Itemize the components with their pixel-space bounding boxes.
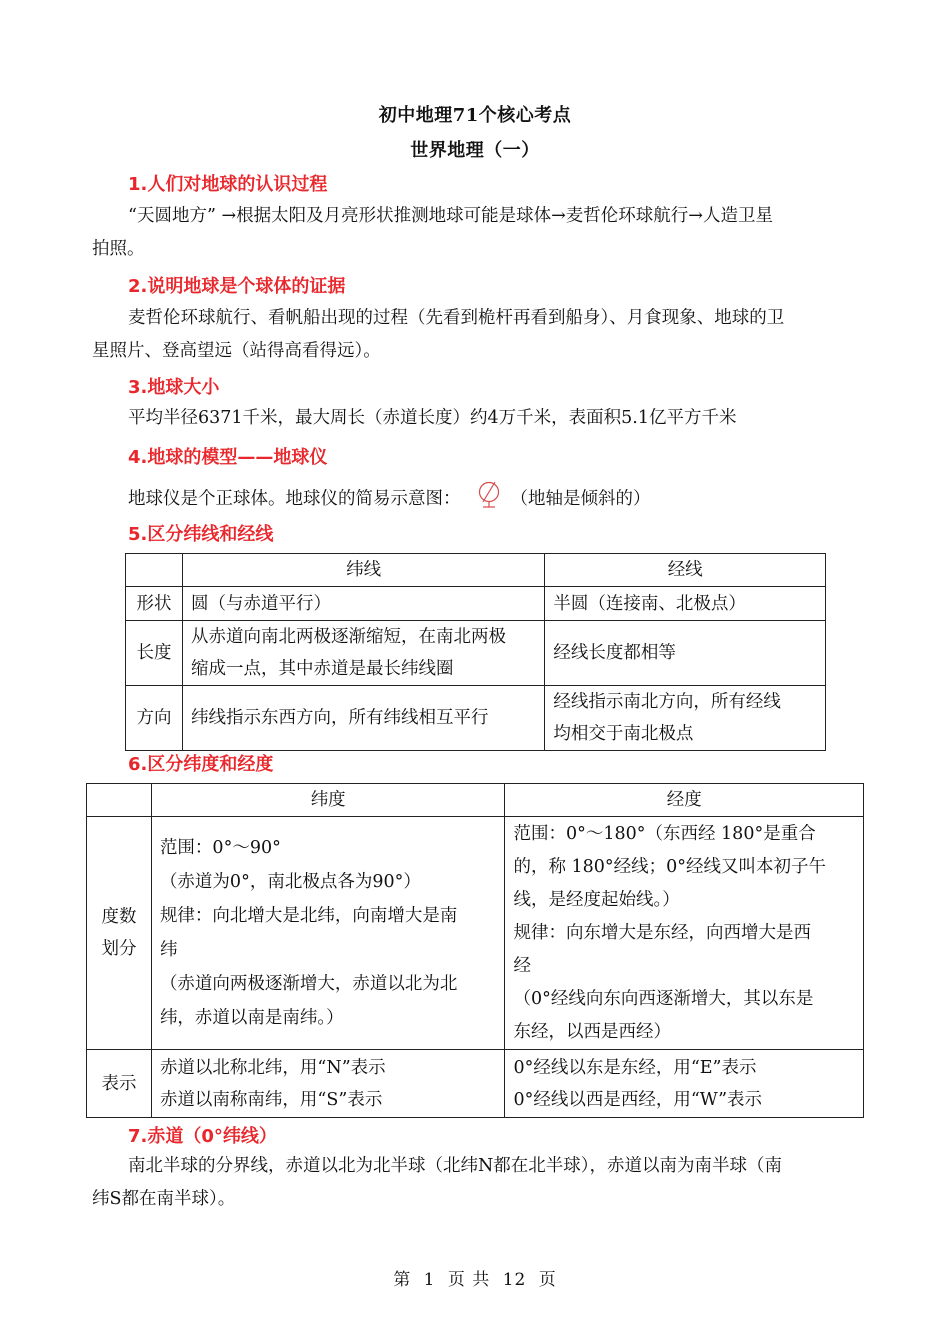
row-label	[87, 817, 152, 1050]
footer-prefix: 第	[393, 1270, 412, 1290]
section-4-paragraph	[92, 480, 864, 522]
table-cell	[505, 817, 864, 1050]
document-subtitle: 世界地理（一）	[410, 140, 540, 161]
table-header-cell: 纬线	[182, 554, 544, 587]
table-cell	[545, 587, 826, 621]
row-label	[87, 1050, 152, 1118]
latitude-longitude-degrees-table	[86, 783, 864, 1118]
table-header-cell	[126, 554, 183, 587]
cell-line: 规律：向北增大是北纬，向南增大是南	[159, 906, 458, 926]
table-header-cell: 经线	[545, 554, 826, 587]
cell-line: （0°经线向东向西逐渐增大，其以东是	[513, 988, 814, 1009]
document-title: 初中地理71个核心考点	[378, 105, 572, 126]
section-3-paragraph	[92, 402, 864, 435]
section-1-line-1: “天圆地方” →根据太阳及月亮形状推测地球可能是球体→麦哲伦环球航行→人造卫星	[128, 206, 773, 226]
page-footer	[0, 1265, 950, 1290]
cell-line: 纬线指示东西方向，所有纬线相互平行	[190, 708, 489, 728]
section-2-paragraph	[92, 302, 864, 368]
table-row	[126, 587, 826, 621]
section-4-heading: 4.地球的模型——地球仪	[128, 447, 328, 468]
cell-line: 经线长度都相等	[553, 643, 676, 663]
section-1-heading: 1.人们对地球的认识过程	[128, 174, 328, 195]
cell-line: 线，是经度起始线。）	[513, 889, 680, 910]
table-cell	[182, 587, 544, 621]
table-cell	[545, 686, 826, 751]
cell-line: 半圆（连接南、北极点）	[553, 593, 746, 614]
table-cell	[545, 621, 826, 686]
table-row	[126, 621, 826, 686]
cell-line: （赤道向两极逐渐增大，赤道以北为北	[159, 974, 458, 994]
table-header-cell: 纬度	[151, 784, 505, 817]
cell-line: 纬，赤道以南是南纬。）	[159, 1008, 344, 1028]
row-label: 形状	[126, 587, 183, 621]
section-7-line-2: 纬S都在南半球）。	[92, 1189, 236, 1209]
table-cell	[151, 1050, 505, 1118]
table-row	[126, 686, 826, 751]
footer-page-number: 1	[423, 1270, 436, 1290]
cell-line: 圆（与赤道平行）	[190, 593, 331, 614]
row-label-line: 划分	[101, 939, 137, 959]
cell-line: 缩成一点，其中赤道是最长纬线圈	[190, 659, 454, 679]
section-1-paragraph	[92, 200, 864, 266]
cell-line: 从赤道向南北两极逐渐缩短，在南北两极	[190, 627, 506, 647]
cell-line: 东经，以西是西经）	[513, 1021, 671, 1042]
footer-middle: 页 共	[447, 1270, 491, 1290]
cell-line: 0°经线以东是东经，用“E”表示	[513, 1057, 757, 1078]
cell-line: 范围：0°～180°（东西经 180°是重合	[513, 823, 816, 844]
footer-total-pages: 12	[502, 1270, 527, 1290]
table-header-cell	[87, 784, 152, 817]
cell-line: 范围：0°～90°	[159, 838, 281, 858]
section-7-line-1: 南北半球的分界线，赤道以北为北半球（北纬N都在北半球），赤道以南为南半球（南	[128, 1156, 783, 1176]
table-cell	[182, 621, 544, 686]
row-label-line: 度数	[101, 907, 137, 927]
row-label-line: 表示	[101, 1073, 137, 1094]
footer-suffix: 页	[538, 1270, 557, 1290]
section-7-heading: 7.赤道（0°纬线）	[128, 1126, 277, 1147]
row-label: 方向	[126, 686, 183, 751]
table-cell	[151, 817, 505, 1050]
globe-diagram-icon	[475, 480, 503, 522]
cell-line: 0°经线以西是西经，用“W”表示	[513, 1089, 763, 1110]
cell-line: 经	[513, 955, 531, 976]
latitude-longitude-lines-table	[125, 553, 826, 751]
table-row	[87, 1050, 864, 1118]
section-4-text-after: （地轴是倾斜的）	[510, 489, 651, 509]
row-label: 长度	[126, 621, 183, 686]
section-2-heading: 2.说明地球是个球体的证据	[128, 276, 346, 297]
section-7-paragraph	[92, 1150, 864, 1216]
section-4-text-before: 地球仪是个正球体。地球仪的简易示意图：	[128, 489, 461, 509]
section-3-heading: 3.地球大小	[128, 377, 220, 398]
cell-line: 赤道以北称北纬，用“N”表示	[159, 1057, 386, 1078]
cell-line: 规律：向东增大是东经，向西增大是西	[513, 922, 811, 943]
section-2-line-2: 星照片、登高望远（站得高看得远）。	[92, 341, 381, 361]
table-cell	[182, 686, 544, 751]
cell-line: 赤道以南称南纬，用“S”表示	[159, 1089, 383, 1110]
cell-line: 经线指示南北方向，所有经线	[553, 692, 781, 712]
section-3-line-1: 平均半径6371千米，最大周长（赤道长度）约4万千米，表面积5.1亿平方千米	[128, 408, 737, 428]
cell-line: 的，称 180°经线；0°经线又叫本初子午	[513, 856, 827, 877]
section-1-line-2: 拍照。	[92, 239, 145, 259]
section-6-heading: 6.区分纬度和经度	[128, 754, 274, 775]
table-header-row	[126, 554, 826, 587]
cell-line: 均相交于南北极点	[553, 724, 694, 744]
table-header-row	[87, 784, 864, 817]
cell-line: （赤道为0°，南北极点各为90°）	[159, 872, 421, 892]
table-header-cell: 经度	[505, 784, 864, 817]
section-5-heading: 5.区分纬线和经线	[128, 524, 274, 545]
section-2-line-1: 麦哲伦环球航行、看帆船出现的过程（先看到桅杆再看到船身）、月食现象、地球的卫	[128, 308, 785, 328]
table-row	[87, 817, 864, 1050]
table-cell	[505, 1050, 864, 1118]
cell-line: 纬	[159, 940, 178, 960]
